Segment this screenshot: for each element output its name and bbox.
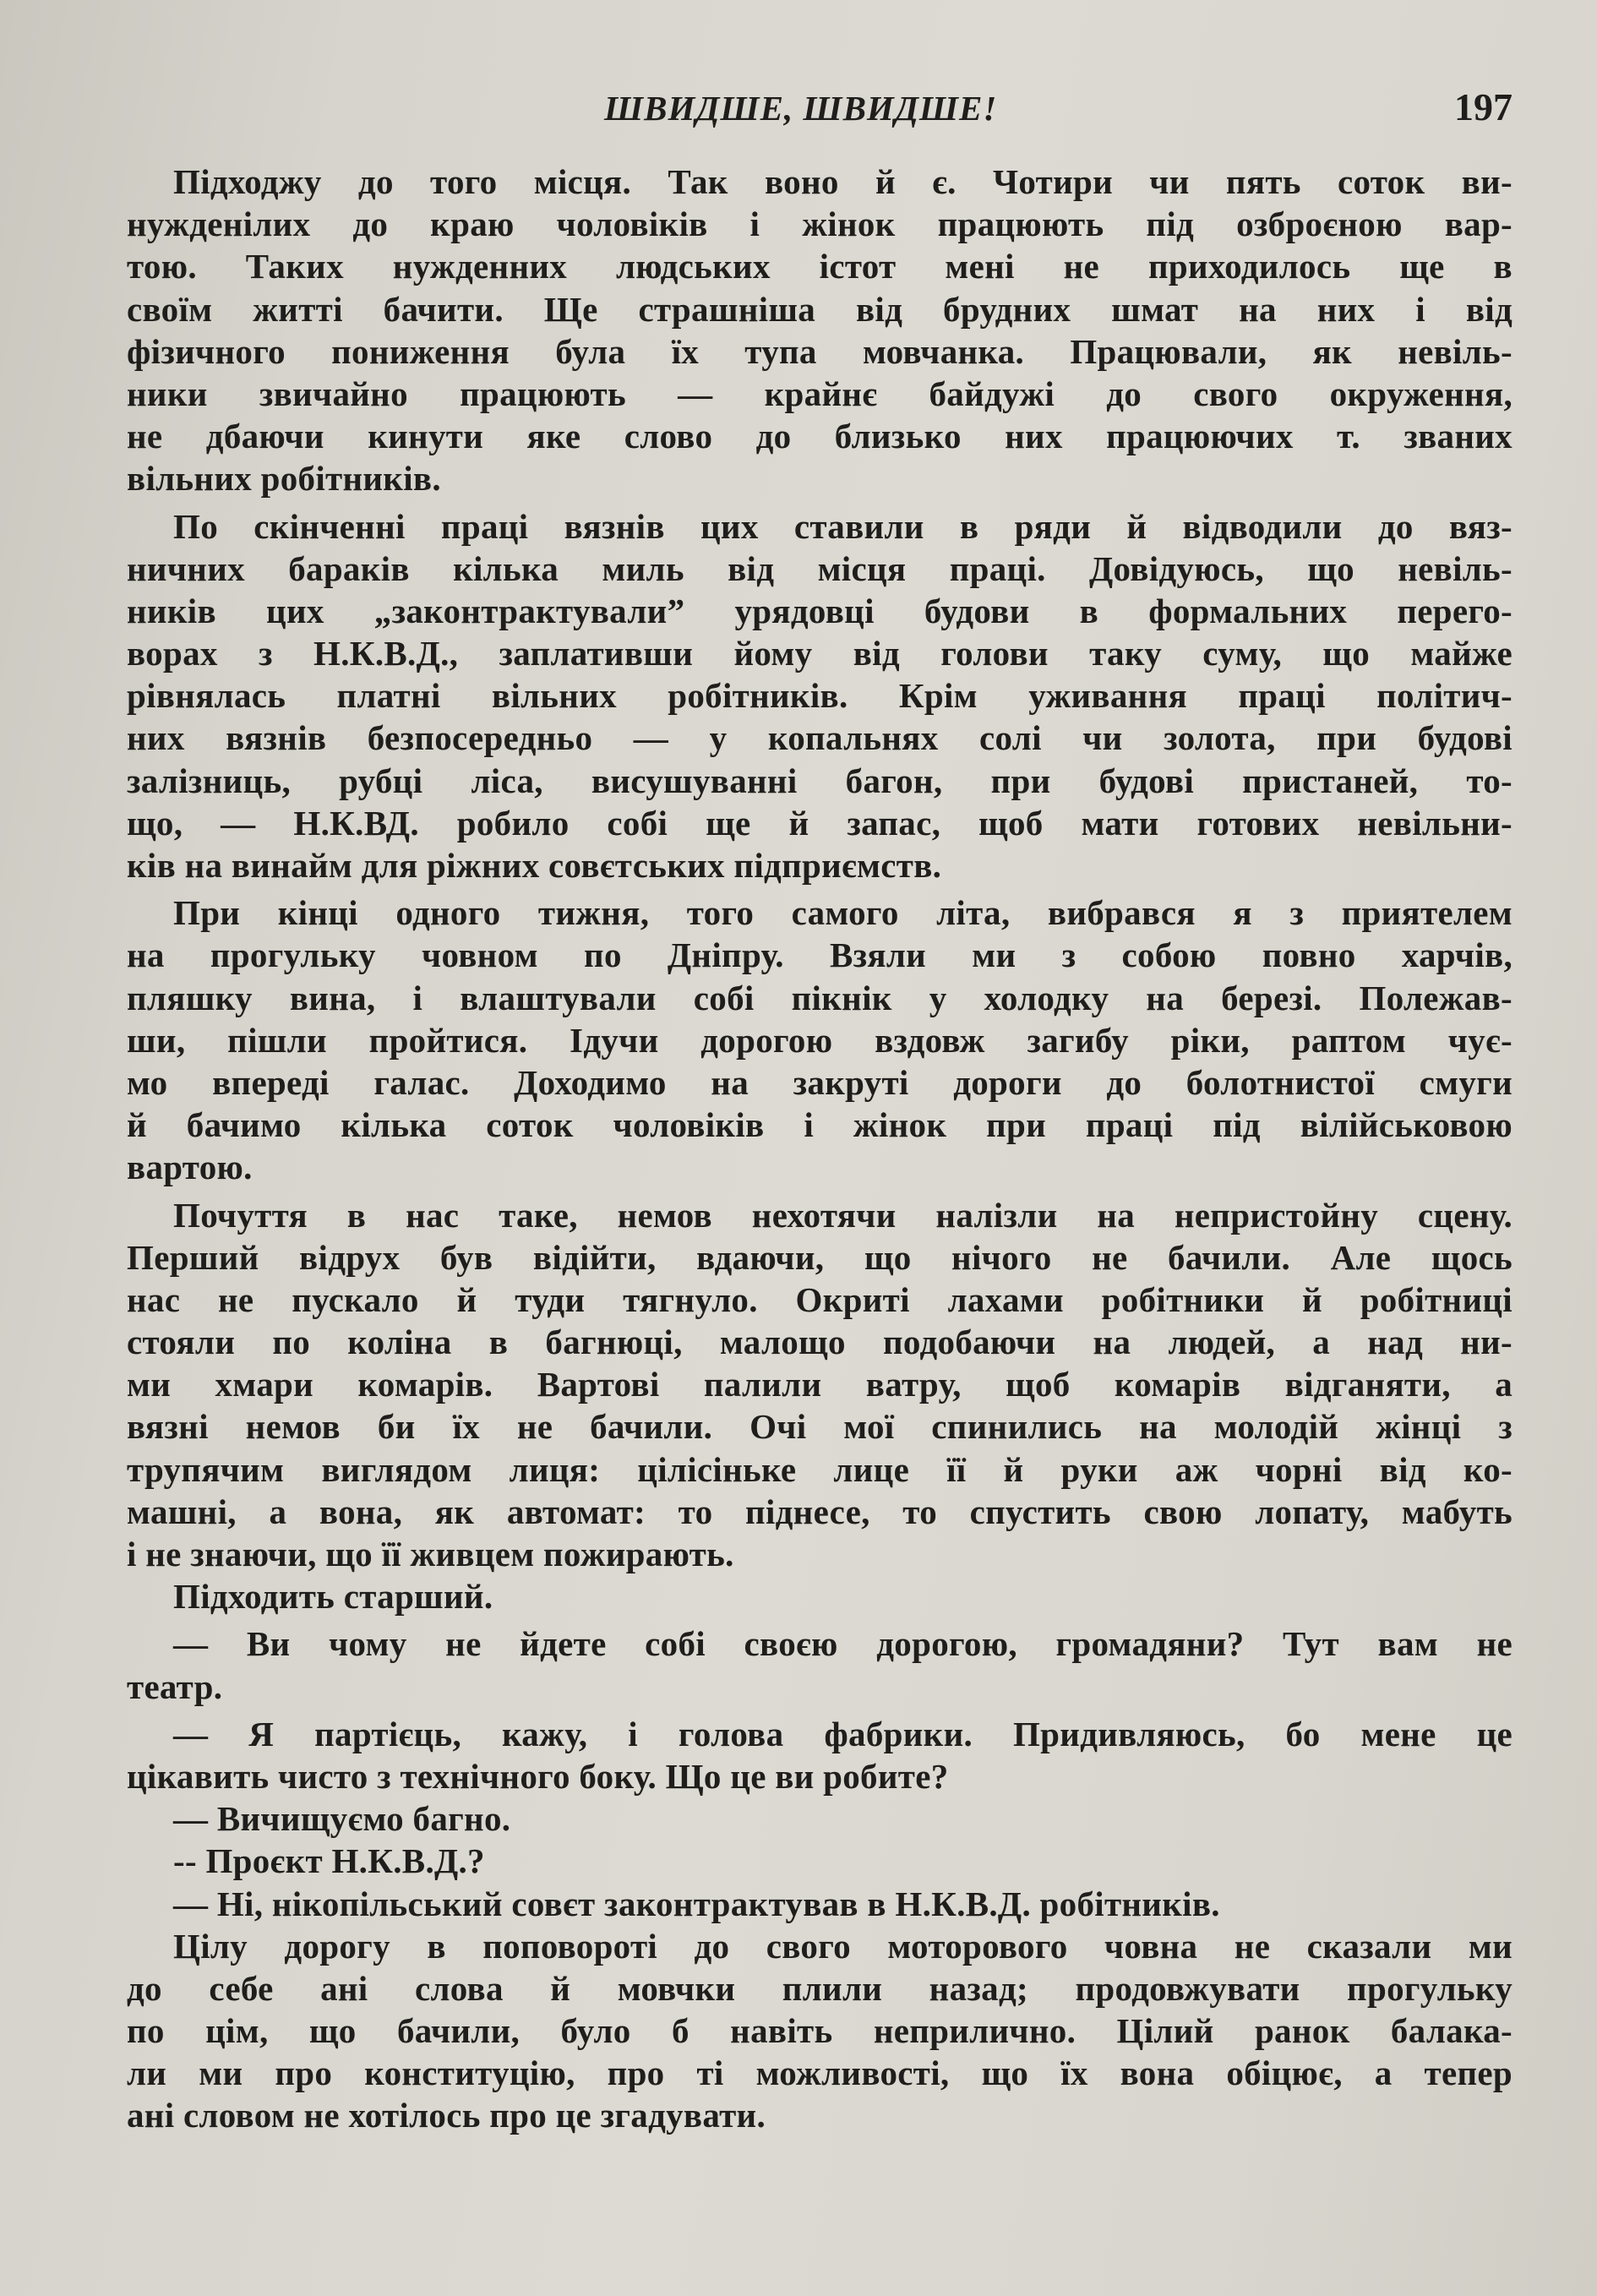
text-line: ми хмари комарів. Вартові палили ватру, щоб комарів відганяти, а <box>127 1365 1513 1404</box>
text-line: Підходить старший. <box>173 1577 493 1617</box>
running-head <box>0 81 1597 140</box>
text-line: — Ви чому не йдете собі своєю дорогою, громадяни? Тут вам не <box>173 1624 1513 1664</box>
text-line: По скінченні праці вязнів цих ставили в ряди й відводили до вяз- <box>173 506 1513 546</box>
text-line: нас не пускало й туди тягнуло. Окриті лахами робітники й робітниці <box>127 1279 1513 1319</box>
text-line: по цім, що бачили, було б навіть неприлично. Цілий ранок балака- <box>127 2011 1513 2051</box>
text-line: ники звичайно працюють — крайнє байдужі до свого окруження, <box>127 374 1513 413</box>
text-line: фізичного пониження була їх тупа мовчанка. Працювали, як невіль- <box>127 331 1513 371</box>
text-line: вартою. <box>127 1148 253 1187</box>
text-line: цікавить чисто з технічного боку. Що це ви робите? <box>127 1756 949 1796</box>
text-line: При кінці одного тижня, того самого літа, вибрався я з приятелем <box>173 893 1513 933</box>
running-title: ШВИДШЕ, ШВИДШЕ! <box>604 89 998 128</box>
text-line: нужденілих до краю чоловіків і жінок працюють під озброєною вар- <box>127 205 1513 244</box>
text-line: і не знаючи, що її живцем пожирають. <box>127 1535 734 1573</box>
text-line: рівнялась платні вільних робітників. Крім уживання праці політич- <box>127 676 1513 716</box>
text-line: залізниць, рубці ліса, висушуванні багон, при будові пристаней, то- <box>127 761 1513 800</box>
text-line: мо впереді галас. Доходимо на закруті дороги до болотнистої смуги <box>127 1062 1513 1102</box>
text-line: ничних бараків кілька миль від місця праці. Довідуюсь, що невіль- <box>127 548 1513 588</box>
text-line: Почуття в нас таке, немов нехотячи налізли на непристойну сцену. <box>173 1195 1513 1235</box>
page-number: 197 <box>1454 85 1513 128</box>
text-line: ків на винайм для ріжних совєтських підприємств. <box>127 846 942 885</box>
text-line: — Ні, нікопільський совєт законтрактував в Н.К.В.Д. робітників. <box>173 1884 1220 1923</box>
text-line: -- Проєкт Н.К.В.Д.? <box>173 1841 485 1881</box>
text-line: стояли по коліна в багнюці, малощо подобаючи на людей, а над ни- <box>127 1323 1513 1362</box>
text-line: машні, а вона, як автомат: то піднесе, то спустить свою лопату, мабуть <box>127 1492 1513 1531</box>
text-line: ані словом не хотілось про це згадувати. <box>127 2096 766 2135</box>
text-line: ворах з Н.К.В.Д., заплативши йому від голови таку суму, що майже <box>127 634 1513 674</box>
text-line: — Вичищуємо багно. <box>173 1799 511 1839</box>
text-line: вільних робітників. <box>127 459 441 499</box>
text-line: Перший відрух був відійти, вдаючи, що нічого не бачили. Але щось <box>127 1237 1513 1277</box>
text-body <box>127 161 1513 2137</box>
text-line: пляшку вина, і влаштували собі пікнік у холодку на березі. Полежав- <box>127 978 1513 1017</box>
text-line: ли ми про конституцію, про ті можливості, що їх вона обіцює, а тепер <box>127 2053 1513 2093</box>
text-line: театр. <box>127 1666 223 1706</box>
text-line: своїм житті бачити. Ще страшніша від брудних шмат на них і від <box>127 289 1513 329</box>
text-line: не дбаючи кинути яке слово до близько них працюючих т. званих <box>127 417 1513 456</box>
text-line: них вязнів безпосередньо — у копальнях солі чи золота, при будові <box>127 718 1513 758</box>
text-line: Цілу дорогу в поповороті до свого моторового човна не сказали ми <box>173 1926 1513 1966</box>
text-line: ників цих „законтрактували” урядовці будови в формальних перего- <box>127 591 1513 630</box>
text-line: Підходжу до того місця. Так воно й є. Чотири чи пять соток ви- <box>173 162 1513 201</box>
text-line: тою. Таких нужденних людських істот мені не приходилось ще в <box>127 247 1513 286</box>
text-line: — Я партієць, кажу, і голова фабрики. Придивляюсь, бо мене це <box>173 1714 1513 1753</box>
text-line: на прогульку човном по Дніпру. Взяли ми з собою повно харчів, <box>127 935 1513 975</box>
text-line: ши, пішли пройтися. Ідучи дорогою вздовж загибу ріки, раптом чує- <box>127 1020 1513 1060</box>
text-line: трупячим виглядом лиця: цілісіньке лице її й руки аж чорні від ко- <box>127 1449 1513 1489</box>
text-line: до себе ані слова й мовчки плили назад; продовжувати прогульку <box>127 1968 1513 2008</box>
text-line: вязні немов би їх не бачили. Очі мої спинились на молодій жінці з <box>127 1407 1513 1447</box>
text-line: й бачимо кілька соток чоловіків і жінок при праці під вілійськовою <box>127 1105 1513 1145</box>
text-line: що, — Н.К.ВД. робило собі ще й запас, щоб мати готових невільни- <box>127 803 1513 843</box>
